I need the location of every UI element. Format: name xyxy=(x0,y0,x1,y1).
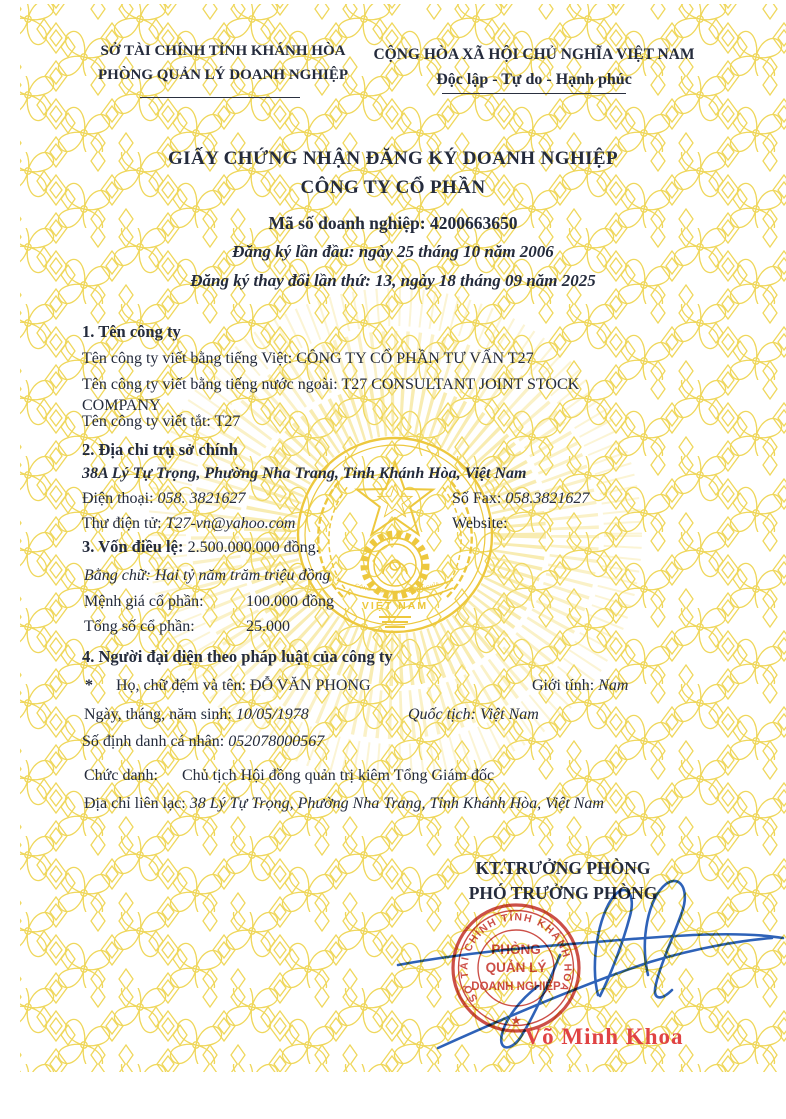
par-value: 100.000 đồng xyxy=(246,593,334,610)
section3-heading: 3. Vốn điều lệ: xyxy=(82,537,188,556)
first-registration-line: Đăng ký lần đầu: ngày 25 tháng 10 năm 2006 xyxy=(232,242,554,261)
fax-label: Số Fax: xyxy=(452,490,506,507)
position-value: Chủ tịch Hội đồng quản trị kiêm Tổng Giám đốc xyxy=(182,767,495,784)
website-label: Website: xyxy=(452,515,508,532)
signer-name: Võ Minh Khoa xyxy=(524,1024,684,1049)
contact-address-label: Địa chỉ liên lạc: xyxy=(84,795,190,812)
personal-id-value: 052078000567 xyxy=(228,733,325,750)
signer-title-line1: KT.TRƯỞNG PHÒNG xyxy=(475,858,651,878)
dob-value: 10/05/1978 xyxy=(235,706,309,723)
company-name-vi: CÔNG TY CỔ PHẦN TƯ VẤN T27 xyxy=(296,350,534,367)
head-office-address: 38A Lý Tự Trọng, Phường Nha Trang, Tỉnh Khánh Hòa, Việt Nam xyxy=(82,465,527,482)
total-shares: 25.000 xyxy=(246,618,290,635)
stamp-center-line1: PHÒNG xyxy=(491,942,541,957)
capital-in-words: Hai tỷ năm trăm triệu đồng xyxy=(154,567,331,584)
representative-name: ĐỖ VĂN PHONG xyxy=(249,677,371,694)
signer-title-line2: PHÓ TRƯỞNG PHÒNG xyxy=(468,883,658,903)
amendment-line: Đăng ký thay đổi lần thứ: 13, ngày 18 tháng 09 năm 2025 xyxy=(190,271,596,290)
stamp-center-line3: DOANH NGHIỆP xyxy=(471,981,561,993)
gender-label: Giới tính: xyxy=(532,677,599,694)
personal-id-label: Số định danh cá nhân: xyxy=(82,733,229,750)
nationality-label: Quốc tịch: xyxy=(408,706,480,723)
national-motto-line1: CỘNG HÒA XÃ HỘI CHỦ NGHĨA VIỆT NAM xyxy=(373,46,695,63)
email-label: Thư điện tử: xyxy=(82,515,166,532)
stamp-star-icon: ★ xyxy=(511,1015,521,1027)
nationality-value: Việt Nam xyxy=(479,706,539,723)
company-name-foreign: T27 CONSULTANT JOINT STOCK COMPANY xyxy=(82,376,580,414)
phone-value: 058. 3821627 xyxy=(157,490,246,507)
company-short-name-label: Tên công ty viết tắt: xyxy=(82,413,215,430)
gender-value: Nam xyxy=(598,677,629,694)
national-motto-line2: Độc lập - Tự do - Hạnh phúc xyxy=(436,71,632,88)
phone-label: Điện thoại: xyxy=(82,490,158,507)
company-name-foreign-label: Tên công ty viết bằng tiếng nước ngoài: xyxy=(82,376,342,393)
company-short-name: T27 xyxy=(214,413,241,430)
charter-capital: 2.500.000.000 đồng. xyxy=(187,539,320,556)
total-shares-label: Tổng số cổ phần: xyxy=(84,618,195,635)
company-name-vi-label: Tên công ty viết bằng tiếng Việt: xyxy=(82,350,297,367)
issuing-department-line1: SỞ TÀI CHÍNH TỈNH KHÁNH HÒA xyxy=(100,43,346,59)
section4-heading: 4. Người đại diện theo pháp luật của công ty xyxy=(82,647,393,666)
certificate-title: GIẤY CHỨNG NHẬN ĐĂNG KÝ DOANH NGHIỆP xyxy=(168,148,618,169)
stamp-ring-text: SỞ TÀI CHÍNH TỈNH KHÁNH HÒA xyxy=(458,911,574,1005)
company-type-title: CÔNG TY CỔ PHẦN xyxy=(300,177,486,198)
emblem-country-text: VIỆT NAM xyxy=(361,600,429,612)
capital-in-words-label: Bằng chữ: xyxy=(84,567,155,584)
representative-name-label: Họ, chữ đệm và tên: xyxy=(116,677,250,694)
section1-heading: 1. Tên công ty xyxy=(82,322,181,341)
dob-label: Ngày, tháng, năm sinh: xyxy=(84,706,236,723)
header-left-underline xyxy=(140,97,300,98)
emblem-arc-text: CỘNG HÒA XÃ HỘI CHỦ NGHĨA xyxy=(354,580,441,597)
par-value-label: Mệnh giá cổ phần: xyxy=(84,593,204,610)
fax-value: 058.3821627 xyxy=(505,490,590,507)
stamp-center-line2: QUẢN LÝ xyxy=(485,960,547,975)
position-label: Chức danh: xyxy=(84,767,158,784)
section2-heading: 2. Địa chỉ trụ sở chính xyxy=(82,440,238,459)
contact-address-value: 38 Lý Tự Trọng, Phường Nha Trang, Tỉnh Khánh Hòa, Việt Nam xyxy=(189,795,604,812)
issuing-department-line2: PHÒNG QUẢN LÝ DOANH NGHIỆP xyxy=(97,67,349,83)
email-value: T27-vn@yahoo.com xyxy=(165,515,296,532)
header-right-underline xyxy=(442,93,626,94)
representative-bullet: * xyxy=(85,677,93,694)
tax-code-line: Mã số doanh nghiệp: 4200663650 xyxy=(268,213,518,233)
